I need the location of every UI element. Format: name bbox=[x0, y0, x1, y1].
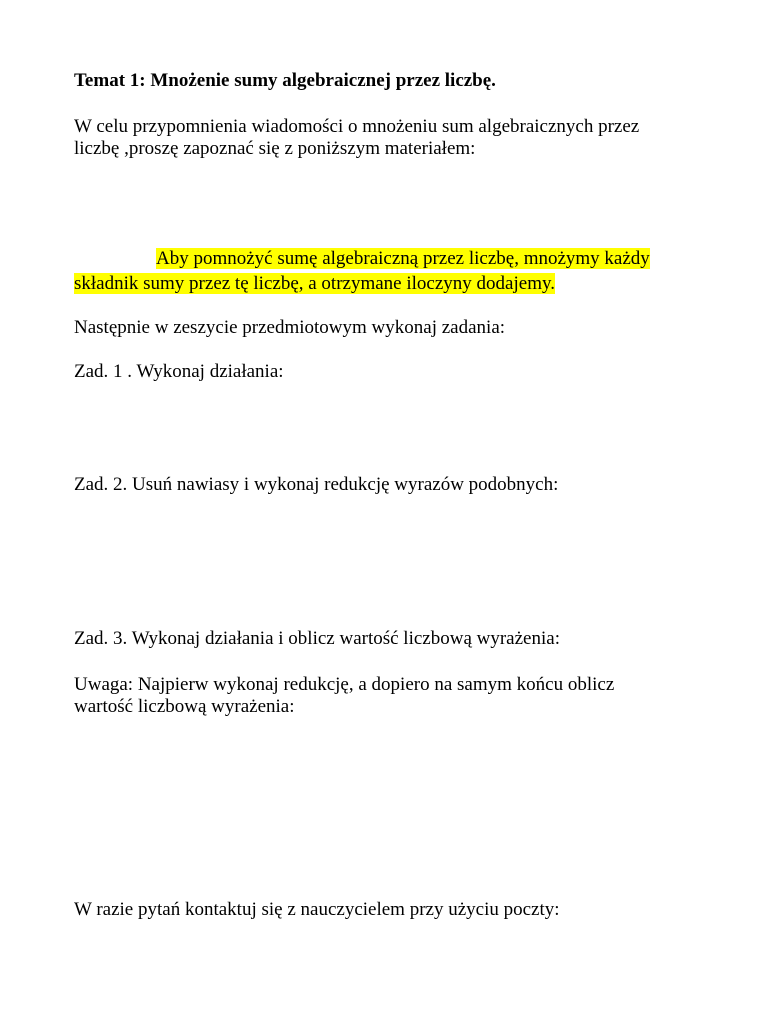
rule-highlight-2: składnik sumy przez tę liczbę, a otrzymane iloczyny dodajemy. bbox=[74, 273, 555, 294]
document-title: Temat 1: Mnożenie sumy algebraicznej przez liczbę. bbox=[74, 70, 496, 91]
next-steps-text: Następnie w zeszycie przedmiotowym wykonaj zadania: bbox=[74, 317, 506, 338]
task-2-label: Zad. 2. Usuń nawiasy i wykonaj redukcję wyrazów podobnych: bbox=[74, 474, 559, 495]
note-line-1: Uwaga: Najpierw wykonaj redukcję, a dopiero na samym końcu oblicz bbox=[74, 674, 615, 695]
rule-highlight-1: Aby pomnożyć sumę algebraiczną przez liczbę, mnożymy każdy bbox=[156, 248, 650, 269]
note-line-2: wartość liczbową wyrażenia: bbox=[74, 696, 295, 717]
intro-line-2: liczbę ,proszę zapoznać się z poniższym materiałem: bbox=[74, 138, 476, 159]
task-3-label: Zad. 3. Wykonaj działania i oblicz wartość liczbową wyrażenia: bbox=[74, 628, 560, 649]
intro-line-1: W celu przypomnienia wiadomości o mnożeniu sum algebraicznych przez bbox=[74, 116, 640, 137]
contact-text: W razie pytań kontaktuj się z nauczycielem przy użyciu poczty: bbox=[74, 899, 560, 920]
rule-line-2 bbox=[74, 273, 555, 295]
task-1-label: Zad. 1 . Wykonaj działania: bbox=[74, 361, 284, 382]
rule-line-1 bbox=[74, 248, 650, 270]
